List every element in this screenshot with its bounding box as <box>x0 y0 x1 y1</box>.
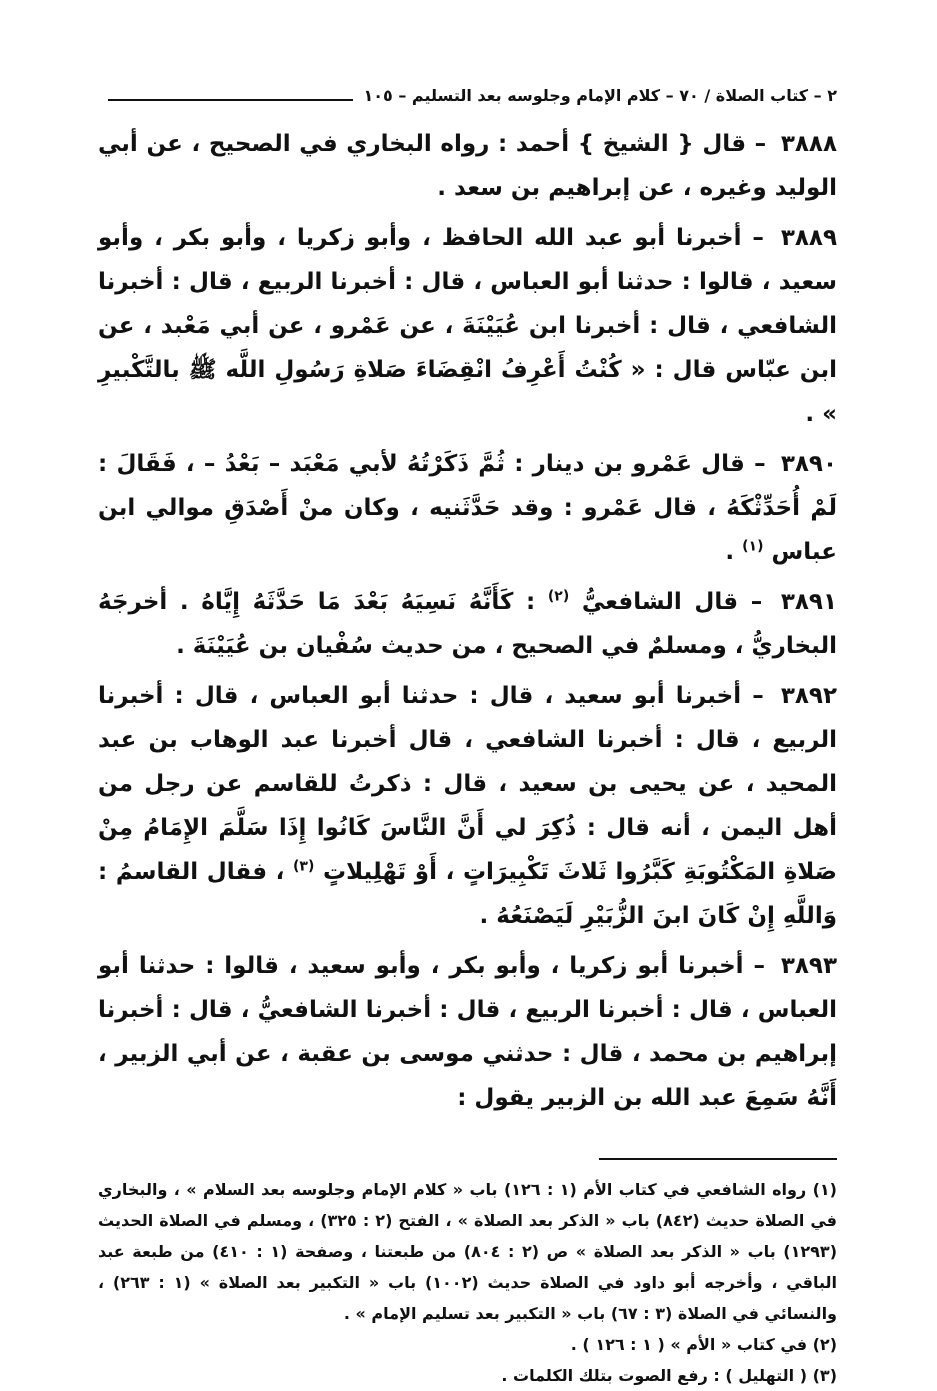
main-text <box>98 122 837 1120</box>
hadith-text: – أخبرنا أبو سعيد ، قال : حدثنا أبو العباس ، قال : أخبرنا الربيع ، قال : أخبرنا الشافعي ، قال أخبرنا عبد الوهاب بن عبد المحيد ، عن يحيى بن سعيد ، قال : ذكرتُ للقاسم عن رجل من أهل اليمن ، أنه قال : ذُكِرَ لي أَنَّ النَّاسَ كَانُوا إِذَا سَلَّمَ الإِمَامُ مِنْ صَلاةِ المَكْتُوبَةِ كَبَّرُوا ثَلاثَ تَكْبِيرَاتٍ ، أَوْ تَهْلِيلاتٍ <box>98 683 837 885</box>
header-rule <box>108 99 353 101</box>
footnote-3: (٣) ( التهليل ) : رفع الصوت بتلك الكلمات . <box>501 1366 837 1385</box>
running-header-text: ٢ – كتاب الصلاة / ٧٠ – كلام الإمام وجلوسه بعد التسليم – ١٠٥ <box>363 85 837 105</box>
hadith-number: ٣٨٩١ <box>780 589 837 615</box>
footnote-reference: (٣) <box>293 858 315 875</box>
footnote-reference: (٢) <box>547 588 570 605</box>
hadith-text-end: ، فقال القاسمُ : وَاللَّهِ إِنْ كَانَ ابنَ الزُّبَيْرِ لَيَصْنَعُهُ . <box>98 859 837 929</box>
hadith-text-end: . <box>725 539 743 565</box>
hadith-paragraph-3891 <box>98 580 837 668</box>
footnotes <box>98 1174 837 1391</box>
hadith-text-end: : كَأَنَّهُ نَسِيَهُ بَعْدَ مَا حَدَّثَهُ إِيَّاهُ . أخرجَهُ البخاريُّ ، ومسلمٌ في الصحيح ، من حديث سُفْيان بن عُيَيْنَةَ . <box>98 589 837 659</box>
hadith-text: – قال { الشيخ } أحمد : رواه البخاري في الصحيح ، عن أبي الوليد وغيره ، عن إبراهيم بن سعد . <box>98 131 837 201</box>
hadith-paragraph-3890 <box>98 442 837 574</box>
hadith-number: ٣٨٩٣ <box>780 953 837 979</box>
hadith-text: – أخبرنا أبو زكريا ، وأبو بكر ، وأبو سعيد ، قالوا : حدثنا أبو العباس ، قال : أخبرنا الربيع ، قال : أخبرنا الشافعيُّ ، قال : أخبرنا إبراهيم بن محمد ، قال : حدثني موسى بن عقبة ، عن أبي الزبير ، أَنَّهُ سَمِعَ عبد الله بن الزبير يقول : <box>98 953 837 1111</box>
hadith-text: – قال الشافعيُّ <box>581 589 763 615</box>
hadith-paragraph-3892 <box>98 674 837 938</box>
running-header <box>98 78 837 112</box>
hadith-text: – أخبرنا أبو عبد الله الحافظ ، وأبو زكريا ، وأبو بكر ، وأبو سعيد ، قالوا : حدثنا أبو العباس ، قال : أخبرنا الربيع ، قال : أخبرنا الشافعي ، قال : أخبرنا ابن عُيَيْنَةَ ، عن عَمْرو ، عن أبي مَعْبد ، عن ابن عبّاس قال : « كُنْتُ أَعْرِفُ انْقِضَاءَ صَلاةِ رَسُولِ اللَّه ﷺ بالتَّكْبيرِ » . <box>98 225 837 427</box>
hadith-paragraph-3893 <box>98 944 837 1120</box>
hadith-paragraph-3888 <box>98 122 837 210</box>
hadith-number: ٣٨٩٢ <box>780 683 837 709</box>
hadith-text: – قال عَمْرو بن دينار : ثُمَّ ذَكَرْتُهُ لأبي مَعْبَد – بَعْدُ – ، فَقَالَ : لَمْ أُحَدِّثْكَهُ ، قال عَمْرو : وقد حَدَّثَنيه ، وكان منْ أَصْدَقِ موالي ابن عباس <box>98 451 837 565</box>
footnote-separator <box>599 1158 837 1160</box>
hadith-paragraph-3889 <box>98 216 837 436</box>
hadith-number: ٣٨٨٩ <box>780 225 837 251</box>
footnote-reference: (١) <box>742 538 764 555</box>
footnote-1: (١) رواه الشافعي في كتاب الأم (١ : ١٢٦) باب « كلام الإمام وجلوسه بعد السلام » ، والبخاري في الصلاة حديث (٨٤٢) باب « الذكر بعد الصلاة » ، الفتح (٢ : ٣٢٥) ، ومسلم في الصلاة الحديث (١٢٩٣) باب « الذكر بعد الصلاة » ص (٢ : ٨٠٤) من طبعتنا ، وصفحة (١ : ٤١٠) من طبعة عبد الباقي ، وأخرجه أبو داود في الصلاة حديث (١٠٠٢) باب « التكبير بعد الصلاة » (١ : ٢٦٣) ، والنسائي في الصلاة (٣ : ٦٧) باب « التكبير بعد تسليم الإمام » . <box>98 1180 838 1323</box>
hadith-number: ٣٨٨٨ <box>780 131 837 157</box>
footnote-2: (٢) في كتاب « الأم » ( ١ : ١٢٦ ) . <box>570 1335 837 1354</box>
hadith-number: ٣٨٩٠ <box>780 451 837 477</box>
